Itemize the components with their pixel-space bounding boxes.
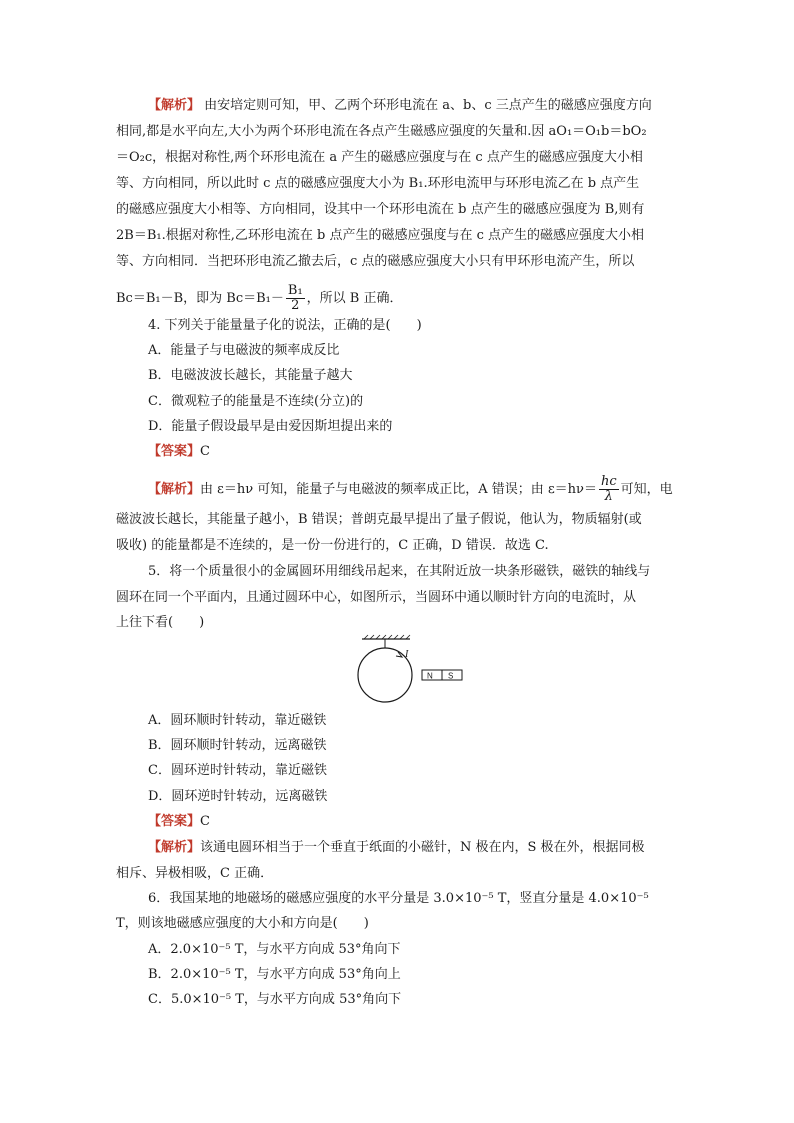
analysis-line: 的磁感应强度大小相等、方向相同，设其中一个环形电流在 b 点产生的磁感应强度为 B,则有 [116, 202, 645, 217]
formula-part: Bc＝B₁－B，即为 Bc＝B₁－ [116, 291, 284, 306]
option: A．能量子与电磁波的频率成反比 [148, 343, 340, 358]
analysis-line: 相斥、异极相吸，C 正确． [116, 866, 274, 881]
fraction-numerator: B₁ [287, 283, 303, 298]
option: B．电磁波波长越长，其能量子越大 [148, 368, 353, 383]
analysis-line [148, 475, 673, 504]
analysis-text: 该通电圆环相当于一个垂直于纸面的小磁针，N 极在内，S 极在外，根据同极 [200, 840, 645, 855]
answer-label: 【答案】 [148, 814, 201, 829]
question-stem: 圆环在同一个平面内，且通过圆环中心，如图所示，当圆环中通以顺时针方向的电流时，从 [116, 590, 637, 605]
question-stem: 4. 下列关于能量量子化的说法，正确的是( ) [148, 318, 422, 333]
analysis-formula-line [116, 284, 402, 313]
option: A．圆环顺时针转动，靠近磁铁 [148, 713, 327, 728]
formula-part: ，所以 B 正确． [306, 291, 403, 306]
analysis-label: 【解析】 [148, 840, 201, 855]
option: D．圆环逆时针转动，远离磁铁 [148, 789, 328, 804]
option: B．圆环顺时针转动，远离磁铁 [148, 738, 327, 753]
answer-line [148, 812, 210, 832]
fraction-denominator: λ [604, 489, 613, 504]
analysis-line: 磁波波长越长，其能量子越小，B 错误；普朗克最早提出了量子假说，他认为，物质辐射(或 [116, 512, 642, 527]
analysis-text: 可知，电 [620, 482, 673, 497]
answer-value: C [200, 444, 210, 459]
analysis-text: 由 ε＝hν 可知，能量子与电磁波的频率成正比，A 错误；由 ε＝hν＝ [200, 482, 597, 497]
option: C．微观粒子的能量是不连续(分立)的 [148, 394, 364, 409]
analysis-line: 等、方向相同，所以此时 c 点的磁感应强度大小为 B₁.环形电流甲与环形电流乙在 b 点产生 [116, 176, 640, 191]
magnet-s-pole: S [448, 671, 454, 681]
fraction [286, 284, 305, 313]
analysis-line: ＝O₂c，根据对称性,两个环形电流在 a 产生的磁感应强度与在 c 点产生的磁感应强度大小相 [116, 150, 643, 165]
fraction-denominator: 2 [291, 298, 300, 313]
analysis-label: 【解析】 [148, 98, 201, 113]
option: A．2.0×10⁻⁵ T，与水平方向成 53°角向下 [148, 942, 401, 957]
analysis-text: 由安培定则可知，甲、乙两个环形电流在 a、b、c 三点产生的磁感应强度方向 [204, 98, 652, 113]
analysis-line: 等、方向相同．当把环形电流乙撤去后，c 点的磁感应强度大小只有甲环形电流产生，所以 [116, 254, 635, 269]
question-stem: 6．我国某地的地磁场的磁感应强度的水平分量是 3.0×10⁻⁵ T，竖直分量是 4.0×10⁻⁵ [148, 891, 649, 906]
option: C．圆环逆时针转动，靠近磁铁 [148, 763, 327, 778]
answer-label: 【答案】 [148, 444, 201, 459]
magnet-n-pole: N [427, 671, 433, 681]
option: C．5.0×10⁻⁵ T，与水平方向成 53°角向下 [148, 992, 402, 1007]
analysis-label: 【解析】 [148, 482, 201, 497]
question-stem: 上往下看( ) [116, 615, 205, 630]
answer-line [148, 442, 210, 462]
analysis-line: 相同,都是水平向左,大小为两个环形电流在各点产生磁感应强度的矢量和.因 aO₁＝O₁b＝bO₂ [116, 124, 647, 139]
ring-magnet-figure [352, 634, 468, 708]
analysis-line [148, 96, 652, 116]
analysis-line [148, 838, 645, 858]
option: B．2.0×10⁻⁵ T，与水平方向成 53°角向上 [148, 967, 401, 982]
option: D．能量子假设最早是由爱因斯坦提出来的 [148, 419, 393, 434]
answer-value: C [200, 814, 210, 829]
fraction-numerator: hc [600, 474, 617, 489]
metal-ring [358, 648, 412, 702]
ceiling-support [362, 635, 410, 639]
current-label: I [405, 649, 409, 660]
question-stem: 5．将一个质量很小的金属圆环用细线吊起来，在其附近放一块条形磁铁，磁铁的轴线与 [148, 564, 651, 579]
question-stem: T，则该地磁感应强度的大小和方向是( ) [116, 916, 369, 931]
fraction [599, 475, 619, 504]
analysis-line: 吸收) 的能量都是不连续的，是一份一份进行的，C 正确，D 错误．故选 C. [116, 538, 549, 553]
analysis-line: 2B＝B₁.根据对称性,乙环形电流在 b 点产生的磁感应强度与在 c 点产生的磁感应强度大小相 [116, 228, 644, 243]
